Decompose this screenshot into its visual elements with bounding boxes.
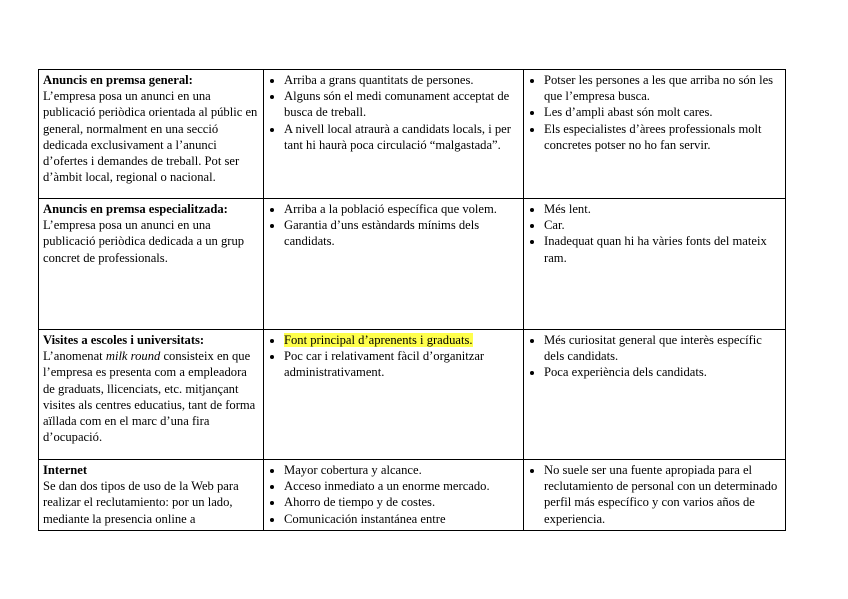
list-item: • Arriba a grans quantitats de persones. [284,72,519,88]
list-item: • Arriba a la població específica que volem. [284,201,519,217]
method-description [43,348,259,445]
disadvantages-list [528,462,781,527]
list-item: • Poca experiència dels candidats. [544,364,781,380]
list-item: • Acceso inmediato a un enorme mercado. [284,478,519,494]
highlighted-text: Font principal d’aprenents i graduats. [284,333,473,347]
list-item: • Els especialistes d’àrees professionals molt concretes potser no ho fan servir. [544,121,781,153]
advantages-cell [264,330,524,460]
table-row [39,460,786,531]
disadvantages-cell [524,330,786,460]
advantages-list [268,462,519,527]
list-item: • Mayor cobertura y alcance. [284,462,519,478]
disadvantages-cell [524,70,786,199]
list-item: • Més curiositat general que interès específic dels candidats. [544,332,781,364]
table-row [39,330,786,460]
description-text: L’anomenat [43,349,106,364]
list-item: • Inadequat quan hi ha vàries fonts del mateix ram. [544,233,781,265]
method-title: Visites a escoles i universitats: [43,333,205,347]
disadvantages-cell [524,199,786,330]
list-item: • No suele ser una fuente apropiada para el reclutamiento de personal con un determinado perfil más específico y con varios años de experiencia. [544,462,781,527]
description-text: consisteix en que l’empresa es presenta com a empleadora de graduats, llicenciats, etc. mitjançant visites als centres educatius, tant de forma aïllada com en el marc d’una fira d’ocupació. [43,349,256,445]
advantages-cell [264,199,524,330]
list-item: • Garantia d’uns estàndards mínims dels candidats. [284,217,519,249]
advantages-list [268,72,519,153]
method-cell [39,330,264,460]
method-description: Se dan dos tipos de uso de la Web para realizar el reclutamiento: por un lado, mediante la presencia online a [43,479,239,526]
advantages-list [268,332,519,381]
method-title: Internet [43,463,88,477]
list-item: • Comunicación instantánea entre [284,511,519,527]
list-item: • A nivell local atraurà a candidats locals, i per tant hi haurà poca circulació “malgastada”. [284,121,519,153]
advantages-list [268,201,519,250]
method-title: Anuncis en premsa especialitzada: [43,202,228,216]
method-cell [39,460,264,531]
advantages-cell [264,70,524,199]
method-cell [39,70,264,199]
list-item: • Poc car i relativament fàcil d’organitzar administrativament. [284,348,519,380]
advantages-cell [264,460,524,531]
list-item: • Ahorro de tiempo y de costes. [284,494,519,510]
list-item: • Car. [544,217,781,233]
disadvantages-cell [524,460,786,531]
table-row [39,70,786,199]
table-row [39,199,786,330]
list-item: • Les d’ampli abast són molt cares. [544,104,781,120]
disadvantages-list [528,72,781,153]
list-item: • Més lent. [544,201,781,217]
method-description: L’empresa posa un anunci en una publicació periòdica orientada al públic en general, normalment en una secció dedicada exclusivament a l’anunci d’ofertes i demandes de treball. Pot ser d’àmbit local, regional o nacional. [43,89,258,185]
disadvantages-list [528,332,781,381]
list-item [284,332,519,348]
recruitment-methods-table [38,69,786,531]
list-item: • Alguns són el medi comunament acceptat de busca de treball. [284,88,519,120]
method-title: Anuncis en premsa general: [43,73,193,87]
method-cell [39,199,264,330]
description-emphasis: milk round [105,349,161,364]
method-description: L’empresa posa un anunci en una publicació periòdica dedicada a un grup concret de professionals. [43,218,245,265]
disadvantages-list [528,201,781,266]
list-item: • Potser les persones a les que arriba no són les que l’empresa busca. [544,72,781,104]
